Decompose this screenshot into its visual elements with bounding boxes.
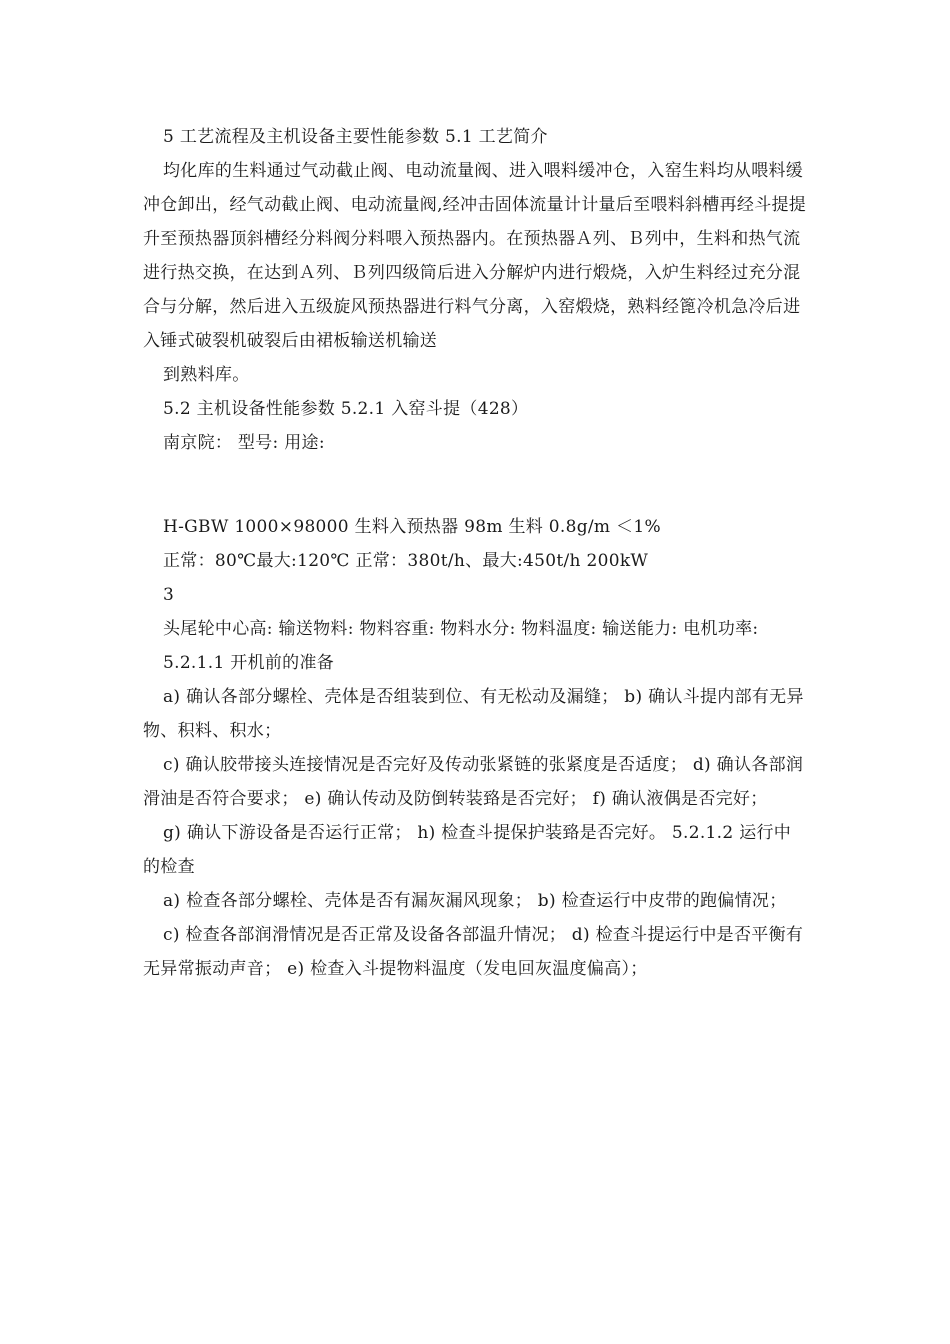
section-heading-equipment: 5.2 主机设备性能参数 5.2.1 入窑斗提（428）	[163, 399, 529, 419]
checklist-running-ab: a) 检查各部分螺栓、壳体是否有漏灰漏风现象； b) 检查运行中皮带的跑偏情况；	[163, 891, 787, 911]
paragraph-spec-values-2: 正常：80℃最大:120℃ 正常：380t/h、最大:450t/h 200kW	[163, 551, 649, 571]
paragraph-spec-labels: 南京院： 型号: 用途:	[163, 433, 325, 453]
paragraph-process-description: 均化库的生料通过气动截止阀、电动流量阀、进入喂料缓冲仓，入窑生料均从喂料缓冲仓卸出，经气动截止阀、电动流量阀,经冲击固体流量计计量后至喂料斜槽再经斗提提升至预热器顶斜槽经分料阀分料喂入预热器内。在预热器Ａ列、Ｂ列中，生料和热气流进行热交换，在达到Ａ列、Ｂ列四级筒后进入分解炉内进行煅烧，入炉生料经过充分混合与分解，然后进入五级旋风预热器进行料气分离，入窑煅烧，熟料经篦冷机急冷后进入锤式破裂机破裂后由裙板输送机输送	[143, 161, 807, 351]
spacer	[143, 460, 808, 510]
paragraph-process-end: 到熟料库。	[163, 365, 250, 385]
checklist-running-ce: c) 检查各部润滑情况是否正常及设备各部温升情况； d) 检查斗提运行中是否平衡有无异常振动声音； e) 检查入斗提物料温度（发电回灰温度偏高）；	[143, 925, 804, 979]
checklist-startup-ab: a) 确认各部分螺栓、壳体是否组装到位、有无松动及漏缝； b) 确认斗提内部有无异物、积料、积水；	[143, 687, 804, 741]
paragraph-spec-values-1: H-GBW 1000×98000 生料入预热器 98m 生料 0.8g/m ＜1%	[163, 517, 661, 537]
checklist-startup-gh: g) 确认下游设备是否运行正常； h) 检查斗提保护装臵是否完好。 5.2.1.2 运行中的检查	[143, 823, 792, 877]
paragraph-spec-field-labels: 头尾轮中心高: 输送物料: 物料容重: 物料水分: 物料温度: 输送能力: 电机功率:	[163, 619, 759, 639]
document-body	[143, 120, 808, 986]
paragraph-spec-values-3: 3	[163, 585, 175, 605]
section-heading-process: 5 工艺流程及主机设备主要性能参数 5.1 工艺简介	[163, 127, 548, 147]
checklist-startup-cf: c) 确认胶带接头连接情况是否完好及传动张紧链的张紧度是否适度； d) 确认各部润滑油是否符合要求； e) 确认传动及防倒转装臵是否完好； f) 确认液偶是否完好；	[143, 755, 804, 809]
subsection-heading-startup: 5.2.1.1 开机前的准备	[163, 653, 335, 673]
